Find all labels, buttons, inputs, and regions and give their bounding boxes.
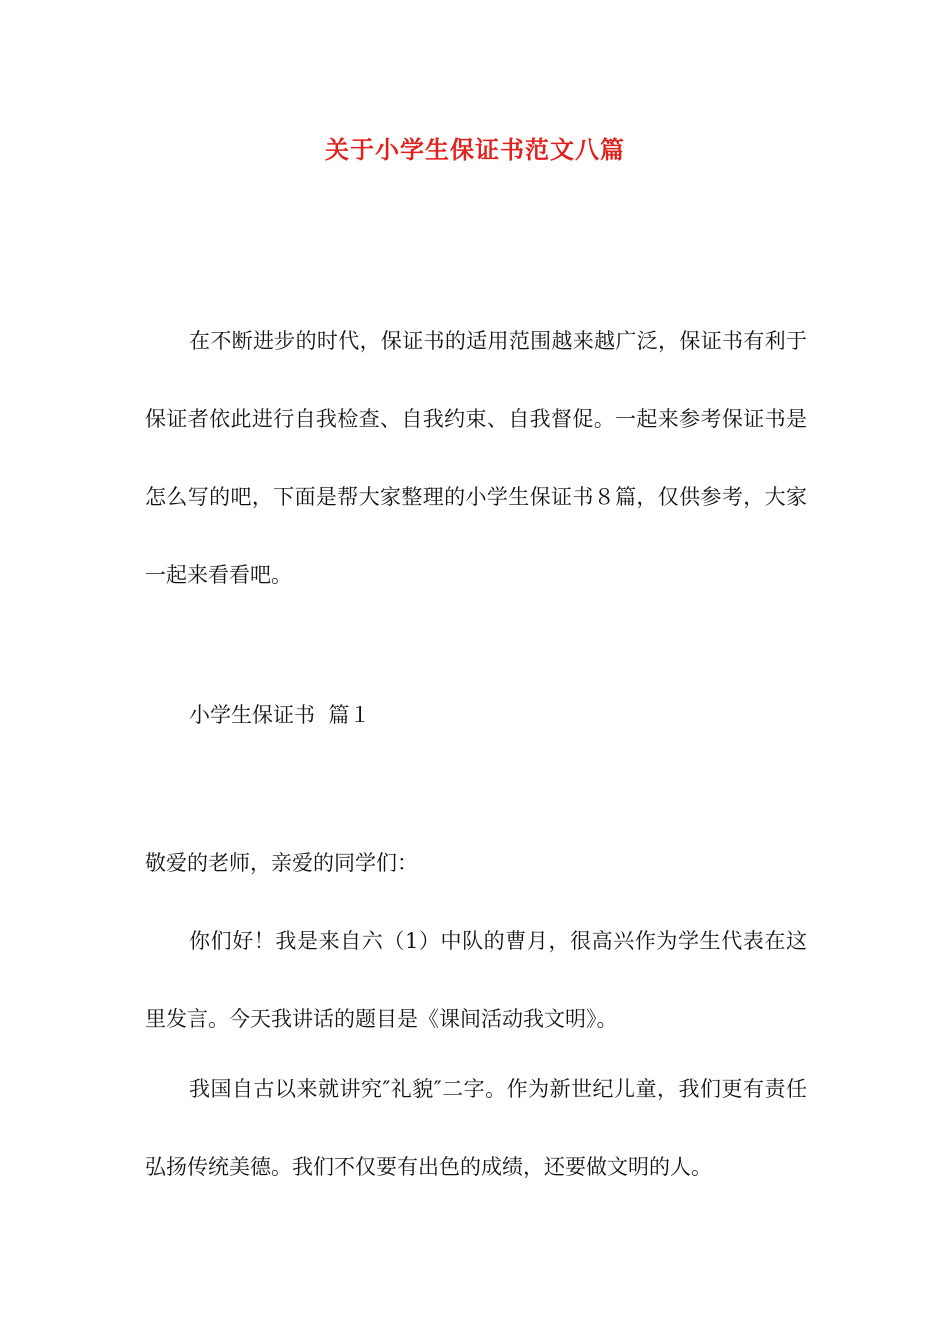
body-paragraph: 你们好！我是来自六（1）中队的曹月，很高兴作为学生代表在这里发言。今天我讲话的题目是《课间活动我文明》。 <box>145 929 807 1031</box>
salutation: 敬爱的老师，亲爱的同学们： <box>145 851 418 875</box>
document-title: 关于小学生保证书范文八篇 <box>325 136 625 164</box>
intro-paragraph: 在不断进步的时代，保证书的适用范围越来越广泛，保证书有利于保证者依此进行自我检查、自我约束、自我督促。一起来参考保证书是怎么写的吧，下面是帮大家整理的小学生保证书８篇，仅供参考，大家一起来看看吧。 <box>145 329 807 587</box>
body-paragraph: 我国自古以来就讲究″礼貌″二字。作为新世纪儿童，我们更有责任弘扬传统美德。我们不仅要有出色的成绩，还要做文明的人。 <box>145 1077 807 1179</box>
section-heading: 小学生保证书 篇１ <box>189 703 371 727</box>
